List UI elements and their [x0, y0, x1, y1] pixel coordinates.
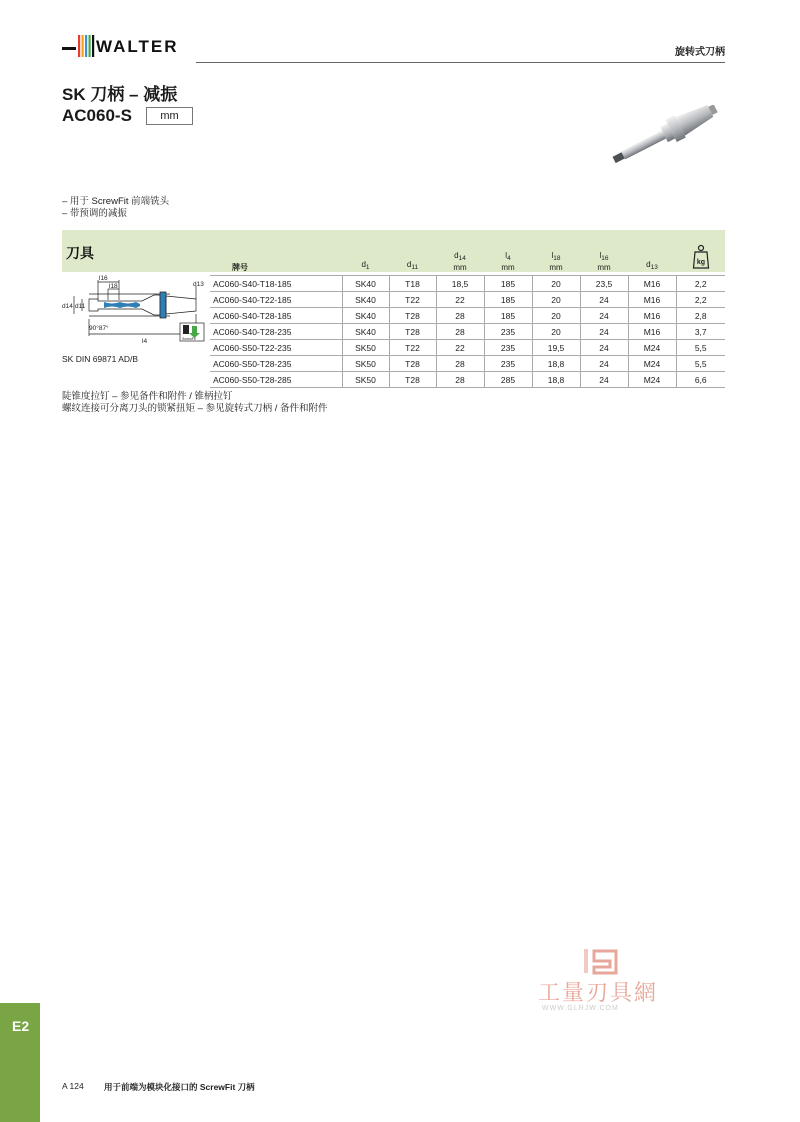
table-row — [210, 372, 725, 388]
cell-d11: T28 — [389, 372, 436, 388]
cell-d1: SK50 — [342, 340, 389, 356]
cell-l18: 20 — [532, 324, 580, 340]
cell-weight: 2,2 — [676, 276, 725, 292]
cell-d13: M16 — [628, 276, 676, 292]
cell-brand: AC060-S50-T28-235 — [210, 356, 342, 372]
cell-d14: 28 — [436, 356, 484, 372]
product-code: AC060-S — [62, 106, 132, 125]
svg-text:kg: kg — [696, 259, 705, 266]
cell-brand: AC060-S40-T22-185 — [210, 292, 342, 308]
cell-l18: 19,5 — [532, 340, 580, 356]
feature-list — [62, 196, 169, 220]
col-header-d1: $d_1$ — [361, 260, 370, 271]
cell-weight: 2,8 — [676, 308, 725, 324]
cell-l18: 20 — [532, 292, 580, 308]
screwfit-icon — [180, 323, 204, 341]
cell-brand: AC060-S40-T18-185 — [210, 276, 342, 292]
cell-l16: 24 — [580, 292, 628, 308]
unit-badge: mm — [146, 107, 193, 125]
cell-l16: 24 — [580, 372, 628, 388]
cell-l18: 20 — [532, 276, 580, 292]
cell-l16: 24 — [580, 356, 628, 372]
col-header-brand: 牌号 — [232, 263, 248, 272]
footer-text: 用于前端为模块化接口的 ScrewFit 刀柄 — [104, 1082, 255, 1092]
table-row — [210, 276, 725, 292]
cell-d11: T22 — [389, 292, 436, 308]
cell-d14: 22 — [436, 292, 484, 308]
header-divider — [196, 62, 725, 63]
cell-brand: AC060-S40-T28-185 — [210, 308, 342, 324]
cell-weight: 5,5 — [676, 356, 725, 372]
cell-d13: M24 — [628, 340, 676, 356]
tool-heading: 刀具 — [66, 245, 94, 261]
cell-l16: 24 — [580, 308, 628, 324]
reference-item: 陡锥度拉钉 – 参见备件和附件 / 锥柄拉钉 — [62, 391, 233, 402]
cell-d13: M24 — [628, 372, 676, 388]
reference-item: 螺纹连接可分离刀头的锁紧扭矩 – 参见旋转式刀柄 / 备件和附件 — [62, 403, 328, 414]
label-angle: 90°87° — [89, 325, 109, 332]
table-row — [210, 356, 725, 372]
svg-text:ScrewFit: ScrewFit — [182, 337, 196, 341]
cell-l4: 285 — [484, 372, 532, 388]
table-row — [210, 340, 725, 356]
col-header-l16: $l_{16}$ mm — [597, 251, 611, 272]
page-number: A 124 — [62, 1081, 84, 1091]
page-title: SK 刀柄 – 减振 — [62, 85, 178, 104]
label-d14: d14 — [62, 303, 73, 310]
cell-d11: T22 — [389, 340, 436, 356]
walter-logo — [62, 33, 196, 59]
table-header-row — [210, 230, 725, 276]
cell-d13: M16 — [628, 308, 676, 324]
col-header-weight — [676, 230, 725, 276]
cell-l4: 235 — [484, 340, 532, 356]
feature-item: – 用于 ScrewFit 前端铣头 — [62, 196, 170, 207]
cell-l4: 235 — [484, 324, 532, 340]
cell-l18: 18,8 — [532, 372, 580, 388]
cell-d14: 18,5 — [436, 276, 484, 292]
cell-l4: 185 — [484, 292, 532, 308]
table-row — [210, 308, 725, 324]
watermark-url: WWW.GLRJW.COM — [542, 1005, 619, 1012]
cell-d11: T18 — [389, 276, 436, 292]
cell-d13: M24 — [628, 356, 676, 372]
reference-notes — [62, 391, 327, 415]
table-row — [210, 324, 725, 340]
cell-brand: AC060-S50-T28-285 — [210, 372, 342, 388]
label-d13: d13 — [193, 281, 204, 288]
chapter-tab-label: E2 — [12, 1018, 30, 1034]
cell-l4: 185 — [484, 276, 532, 292]
col-header-l4: $l_4$ mm — [501, 251, 515, 272]
feature-item: – 带预调的减振 — [62, 208, 127, 219]
watermark-logo-icon — [582, 947, 622, 977]
cell-d1: SK40 — [342, 324, 389, 340]
label-l18: l18 — [109, 283, 118, 290]
cell-l16: 24 — [580, 324, 628, 340]
weight-icon — [692, 244, 710, 270]
cell-d14: 28 — [436, 308, 484, 324]
cell-d1: SK40 — [342, 308, 389, 324]
cell-d14: 28 — [436, 372, 484, 388]
col-header-l18: $l_{18}$ mm — [549, 251, 563, 272]
cell-d1: SK50 — [342, 356, 389, 372]
cell-d11: T28 — [389, 356, 436, 372]
cell-weight: 2,2 — [676, 292, 725, 308]
cell-d13: M16 — [628, 292, 676, 308]
cell-d11: T28 — [389, 308, 436, 324]
cell-l16: 23,5 — [580, 276, 628, 292]
spec-table — [210, 230, 725, 388]
technical-drawing — [62, 274, 210, 348]
cell-d1: SK50 — [342, 372, 389, 388]
label-l4: l4 — [142, 338, 148, 345]
col-header-d11: $d_{11}$ — [406, 260, 419, 271]
cell-d11: T28 — [389, 324, 436, 340]
label-d11: d11 — [75, 303, 86, 310]
cell-l18: 20 — [532, 308, 580, 324]
cell-d13: M16 — [628, 324, 676, 340]
chapter-tab — [0, 1003, 40, 1122]
table-row — [210, 292, 725, 308]
cell-weight: 5,5 — [676, 340, 725, 356]
col-header-d14: $d_{14}$ mm — [453, 251, 467, 272]
cell-brand: AC060-S40-T28-235 — [210, 324, 342, 340]
cell-l4: 235 — [484, 356, 532, 372]
cell-weight: 3,7 — [676, 324, 725, 340]
logo-text: WALTER — [96, 37, 179, 56]
cell-l18: 18,8 — [532, 356, 580, 372]
watermark-text: 工量刃具網 — [538, 981, 659, 1006]
cell-d14: 28 — [436, 324, 484, 340]
cell-brand: AC060-S50-T22-235 — [210, 340, 342, 356]
label-l16: l16 — [99, 275, 108, 282]
cell-d1: SK40 — [342, 292, 389, 308]
col-header-d13: $d_{13}$ — [646, 260, 658, 271]
section-label: 旋转式刀柄 — [675, 47, 725, 58]
cell-l16: 24 — [580, 340, 628, 356]
cell-d14: 22 — [436, 340, 484, 356]
logo-mark-icon — [62, 33, 96, 59]
cell-l4: 185 — [484, 308, 532, 324]
standard-note: SK DIN 69871 AD/B — [62, 354, 139, 364]
cell-d1: SK40 — [342, 276, 389, 292]
tool-holder-image — [600, 105, 725, 165]
cell-weight: 6,6 — [676, 372, 725, 388]
